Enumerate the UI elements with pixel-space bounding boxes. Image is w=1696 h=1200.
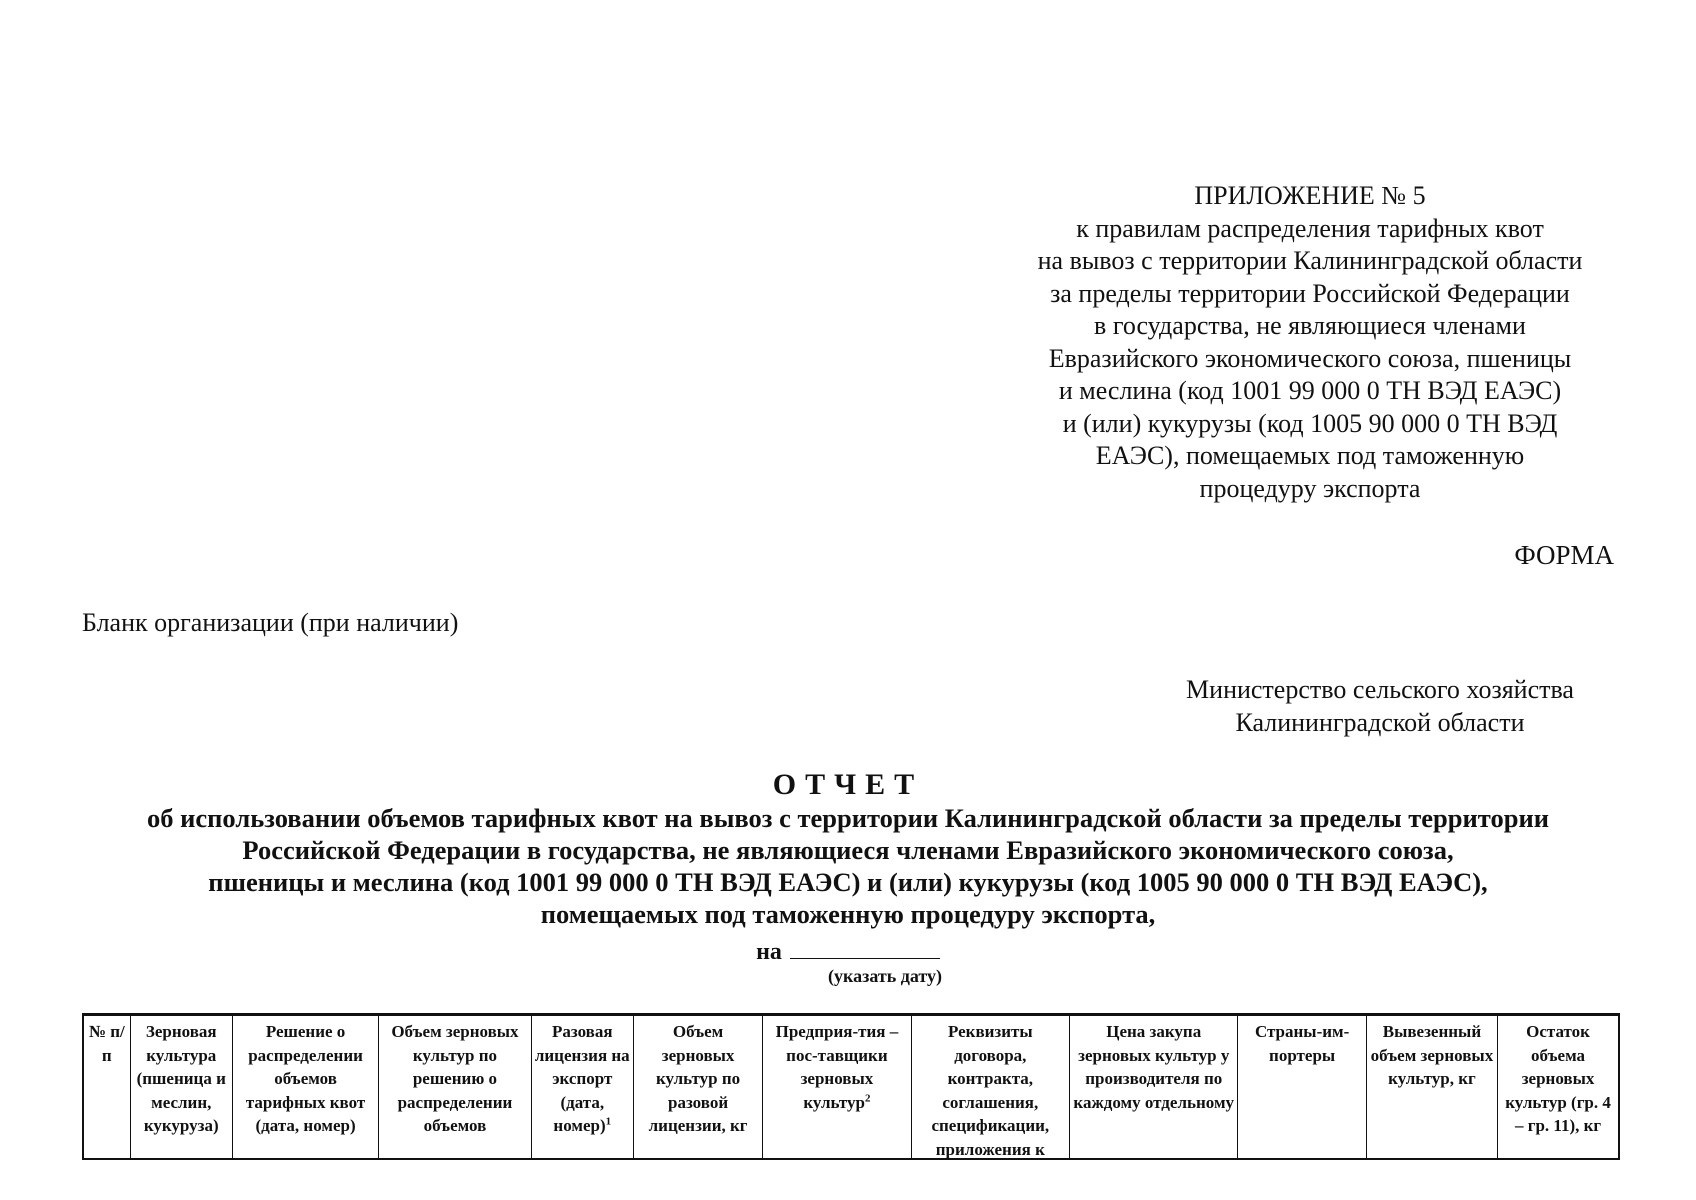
date-blank-field[interactable] [790,936,940,959]
col-header-exported-volume: Вывезенный объем зерновых культур, кг [1366,1016,1497,1161]
report-table-grid [84,1015,1618,1160]
report-subtitle [60,802,1636,930]
addressee-line: Министерство сельского хозяйства [1186,675,1574,704]
appendix-title: ПРИЛОЖЕНИЕ № 5 [1194,181,1426,210]
form-label: ФОРМА [1514,540,1614,570]
appendix-line: и (или) кукурузы (код 1005 90 000 0 ТН ВЭД [1062,408,1558,438]
addressee-block [1130,673,1630,739]
table-header-row [84,1016,1618,1161]
date-prefix: на [756,939,782,965]
subtitle-line: помещаемых под таможенную процедуру экспорта, [540,899,1156,929]
col-header-quota-decision: Решение о распределении объемов тарифных квот (дата, номер) [232,1016,378,1161]
org-blank-label: Бланк организации (при наличии) [82,608,459,637]
col-header-number: № п/п [84,1016,130,1161]
col-header-importer-countries: Страны-им-портеры [1238,1016,1366,1161]
appendix-line: к правилам распределения тарифных квот [1076,213,1544,243]
col-header-remaining-volume: Остаток объема зерновых культур (гр. 4 – гр. 11), кг [1498,1016,1618,1161]
subtitle-line: пшеницы и меслина (код 1001 99 000 0 ТН ВЭД ЕАЭС) и (или) кукурузы (код 1005 90 000 0 ТН ВЭД ЕАЭС), [208,867,1488,897]
report-date-line [0,936,1696,966]
subtitle-line: Российской Федерации в государства, не являющиеся членами Евразийского экономического союза, [242,835,1454,865]
col-header-decision-volume: Объем зерновых культур по решению о распределении объемов [379,1016,531,1161]
appendix-line: ЕАЭС), помещаемых под таможенную [1095,441,1525,470]
appendix-block [1000,180,1620,505]
col-header-contract-details: Реквизиты договора, контракта, соглашения, спецификации, приложения к [911,1016,1069,1161]
col-header-license-volume: Объем зерновых культур по разовой лицензии, кг [633,1016,762,1161]
appendix-line: Евразийского экономического союза, пшеницы [1048,343,1572,373]
appendix-line: процедуру экспорта [1199,473,1421,503]
date-hint: (указать дату) [828,966,942,986]
col-header-suppliers: Предприя-тия – пос-тавщики зерновых культур$^2$ [763,1016,911,1161]
appendix-line: в государства, не являющиеся членами [1094,311,1526,340]
report-title: ОТЧЕТ [772,768,924,801]
addressee-line: Калининградской области [1235,708,1525,737]
appendix-line: на вывоз с территории Калининградской области [1037,246,1583,275]
subtitle-line: об использовании объемов тарифных квот на вывоз с территории Калининградской области за пределы территории [147,803,1549,833]
col-header-crop: Зерновая культура (пшеница и меслин, кукуруза) [130,1016,232,1161]
report-table [82,1013,1620,1160]
col-header-purchase-price: Цена закупа зерновых культур у производителя по каждому отдельному [1070,1016,1238,1161]
col-header-export-license: Разовая лицензия на экспорт (дата, номер)$^1$ [531,1016,633,1161]
appendix-line: за пределы территории Российской Федерации [1050,278,1570,308]
appendix-line: и меслина (код 1001 99 000 0 ТН ВЭД ЕАЭС) [1058,376,1562,405]
